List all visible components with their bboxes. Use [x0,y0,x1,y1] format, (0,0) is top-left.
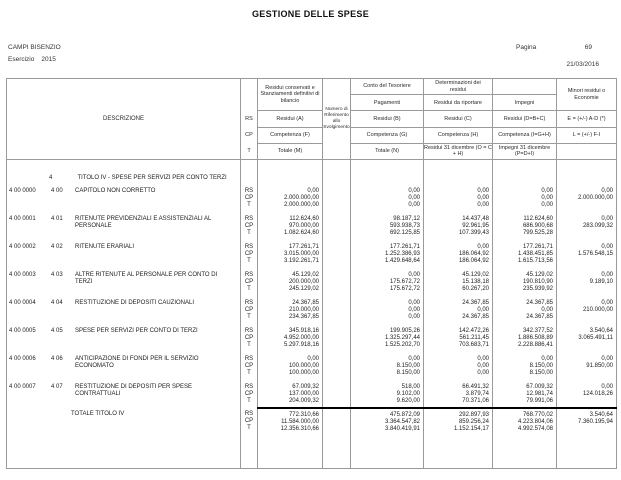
row-rs-cp-t: RS CP T [241,324,258,352]
row-rs-cp-t: RS CP T [241,184,258,212]
row-col-numero [323,296,351,324]
header-totale-n: Totale (N) [351,143,424,159]
row-col-pagamenti: 0,00 175.672,72 175.672,72 [351,268,424,296]
row-col-residui-conservati: 345.918,16 4.952.000,00 5.297.918,16 [258,324,323,352]
empty-cell [241,433,258,469]
total-label-cell [7,408,241,433]
row-col-minori-residui: 0,00 283.099,32 [557,212,617,240]
row-rs-cp-t: RS CP T [241,380,258,408]
row-col-numero [323,212,351,240]
column-header-residui-conservati: Residui conservati e Stanziamenti definitivi di bilancio [258,79,323,111]
header-residui-c: Residui (C) [424,111,493,127]
empty-cell [493,160,557,185]
total-col-e: 3.540,64 7.360.195,94 [557,408,617,433]
row-col-impegni: 0,00 8.150,00 8.150,00 [493,352,557,380]
header-residui-b: Residui (B) [351,111,424,127]
row-rs-cp-t: RS CP T [241,240,258,268]
header-impegni-31-dicembre: Impegni 31 dicembre (P=D+I) [493,143,557,159]
row-col-numero [323,324,351,352]
row-rs-cp-t: RS CP T [241,352,258,380]
row-col-numero [323,184,351,212]
header-competenza-f: Competenza (F) [258,127,323,143]
row-col-minori-residui: 3.540,64 3.065.491,11 [557,324,617,352]
row-col-impegni: 112.624,60 686.900,68 799.525,28 [493,212,557,240]
empty-cell [424,160,493,185]
row-description-cell [7,352,241,380]
row-col-minori-residui: 0,00 91.850,00 [557,352,617,380]
row-col-pagamenti: 199.905,26 1.325.297,44 1.525.202,70 [351,324,424,352]
empty-cell [258,160,323,185]
total-col-numero [323,408,351,433]
t-label: T [247,148,251,154]
row-col-impegni: 24.367,85 0,00 24.367,85 [493,296,557,324]
row-description: RITENUTE PREVIDENZIALI E ASSISTENZIALI AL PERSONALE [75,216,212,229]
header-residui-31-dicembre: Residui 31 dicembre (O = C + H) [424,143,493,159]
empty-cell [424,433,493,469]
page-number-value: 69 [584,44,592,51]
row-col-residui-da-riportare: 45.129,02 15.138,18 60.267,20 [424,268,493,296]
row-col-minori-residui: 0,00 2.000.000,00 [557,184,617,212]
row-description: ALTRE RITENUTE AL PERSONALE PER CONTO DI TERZI [75,272,218,285]
row-rs-cp-t: RS CP T [241,296,258,324]
row-col-pagamenti: 518,00 9.102,00 9.620,00 [351,380,424,408]
column-header-descrizione: DESCRIZIONE [7,79,241,160]
fiscal-year-label: Esercizio [8,56,35,63]
row-code-full: 4 00 0000 [9,188,36,194]
row-description: RESTITUZIONE DI DEPOSITI CAUZIONALI [75,300,195,306]
header-formula-e: E = (+/-) A-D (*) [557,111,617,127]
column-header-impegni-blank [493,79,557,95]
row-code-full: 4 00 0007 [9,384,36,390]
empty-cell [258,433,323,469]
row-description: CAPITOLO NON CORRETTO [75,188,156,194]
row-code-short: 4 07 [51,384,63,390]
total-col-b: 475.872,09 3.364.547,82 3.840.419,91 [351,408,424,433]
table-body [7,160,617,469]
row-col-numero [323,352,351,380]
row-col-impegni: 45.129,02 190.810,90 235.939,92 [493,268,557,296]
row-col-minori-residui: 0,00 1.576.548,15 [557,240,617,268]
row-description-cell [7,184,241,212]
column-header-residui-da-riportare: Residui da riportare [424,95,493,111]
header-totale-m: Totale (M) [258,143,323,159]
row-col-residui-da-riportare: 142.472,26 561.211,45 703.683,71 [424,324,493,352]
row-col-numero [323,268,351,296]
header-blank-cell [557,143,617,159]
title-row [7,160,617,185]
row-code-short: 4 06 [51,356,63,362]
header-residui-d: Residui (D=B+C) [493,111,557,127]
column-header-numero-riferimento: Numero di Riferimento allo Svolgimento [323,79,351,160]
row-description: RITENUTE ERARIALI [75,244,135,250]
row-description-cell [7,240,241,268]
row-col-impegni: 67.009,32 12.981,74 79.991,06 [493,380,557,408]
page-title: GESTIONE DELLE SPESE [251,9,370,19]
empty-cell [323,433,351,469]
row-col-impegni: 0,00 0,00 0,00 [493,184,557,212]
report-table [6,78,617,469]
row-col-residui-da-riportare: 0,00 0,00 0,00 [424,184,493,212]
total-row [7,408,617,433]
row-col-minori-residui: 0,00 124.018,26 [557,380,617,408]
rs-label: RS [245,116,253,122]
row-code-full: 4 00 0006 [9,356,36,362]
empty-cell [241,160,258,185]
empty-cell [557,433,617,469]
row-code-short: 4 01 [51,216,63,222]
row-col-minori-residui: 0,00 210.000,00 [557,296,617,324]
total-rs-cp-t: RS CP T [241,408,258,433]
column-header-rs-cp-t [241,79,258,160]
table-row [7,240,617,268]
row-col-pagamenti: 0,00 0,00 0,00 [351,296,424,324]
row-code-short: 4 03 [51,272,63,278]
total-col-d: 768.770,02 4.223.804,06 4.992.574,08 [493,408,557,433]
row-col-residui-da-riportare: 0,00 0,00 0,00 [424,352,493,380]
row-code-short: 4 00 [51,188,63,194]
total-label: TOTALE TITOLO IV [71,411,125,417]
row-col-residui-conservati: 67.009,32 137.000,00 204.009,32 [258,380,323,408]
row-col-pagamenti: 0,00 0,00 0,00 [351,184,424,212]
title-cell [7,160,241,185]
row-description-cell [7,380,241,408]
row-col-residui-conservati: 0,00 2.000.000,00 2.000.000,00 [258,184,323,212]
row-col-residui-conservati: 45.129,02 200.000,00 245.129,02 [258,268,323,296]
filler-row [7,433,617,469]
table-row [7,296,617,324]
row-code-full: 4 00 0002 [9,244,36,250]
row-code-short: 4 02 [51,244,63,250]
header-residui-a: Residui (A) [258,111,323,127]
row-rs-cp-t: RS CP T [241,212,258,240]
header-competenza-g: Competenza (G) [351,127,424,143]
row-description-cell [7,324,241,352]
page-number-label: Pagina [516,44,537,51]
row-col-pagamenti: 177.261,71 1.252.386,93 1.429.648,64 [351,240,424,268]
row-col-pagamenti: 98.187,12 593.938,73 692.125,85 [351,212,424,240]
header-competenza-i: Competenza (I=G+H) [493,127,557,143]
row-code-full: 4 00 0005 [9,328,36,334]
row-description-cell [7,296,241,324]
row-col-numero [323,240,351,268]
row-col-residui-conservati: 177.261,71 3.015.000,00 3.192.261,71 [258,240,323,268]
column-header-pagamenti: Pagamenti [351,95,424,111]
row-col-impegni: 342.377,52 1.886.508,89 2.228.886,41 [493,324,557,352]
row-col-residui-conservati: 24.367,85 210.000,00 234.367,85 [258,296,323,324]
empty-cell [493,433,557,469]
fiscal-year [8,56,56,63]
table-header [7,79,617,160]
column-header-conto-tesoriere: Conto del Tesoriere [351,79,424,95]
row-col-residui-da-riportare: 24.367,85 0,00 24.367,85 [424,296,493,324]
row-description: ANTICIPAZIONE DI FONDI PER IL SERVIZIO ECONOMATO [75,356,199,369]
total-col-c: 292.897,93 859.256,24 1.152.154,17 [424,408,493,433]
column-header-impegni: Impegni [493,95,557,111]
header-formula-l: L = (+/-) F-I [557,127,617,143]
row-col-impegni: 177.261,71 1.438.451,85 1.615.713,56 [493,240,557,268]
row-code-short: 4 04 [51,300,63,306]
page-number [516,44,592,51]
row-col-residui-da-riportare: 14.437,48 92.961,95 107.399,43 [424,212,493,240]
title-code: 4 [49,175,53,181]
row-description-cell [7,268,241,296]
row-description-cell [7,212,241,240]
entity-name: CAMPI BISENZIO [8,44,61,51]
row-rs-cp-t: RS CP T [241,268,258,296]
empty-cell [557,160,617,185]
header-competenza-h: Competenza (H) [424,127,493,143]
title-label: TITOLO IV - SPESE PER SERVIZI PER CONTO TERZI [77,175,227,181]
column-header-determinazioni-residui: Determinazioni dei residui [424,79,493,95]
table-row [7,268,617,296]
table-row [7,380,617,408]
row-col-minori-residui: 0,00 9.189,10 [557,268,617,296]
row-col-residui-conservati: 0,00 100.000,00 100.000,00 [258,352,323,380]
column-header-minori-residui: Minori residui o Economie [557,79,617,111]
total-col-a: 772.310,66 11.584.000,00 12.356.310,66 [258,408,323,433]
empty-cell [351,160,424,185]
row-col-residui-conservati: 112.624,60 970.000,00 1.082.624,60 [258,212,323,240]
row-description: RESTITUZIONE DI DEPOSITI PER SPESE CONTRATTUALI [75,384,193,397]
table-row [7,184,617,212]
row-description: SPESE PER SERVIZI PER CONTO DI TERZI [75,328,198,334]
row-code-full: 4 00 0001 [9,216,36,222]
row-col-numero [323,380,351,408]
row-code-short: 4 05 [51,328,63,334]
table-row [7,352,617,380]
row-col-residui-da-riportare: 0,00 186.064,92 186.064,92 [424,240,493,268]
row-col-residui-da-riportare: 66.491,32 3.879,74 70.371,06 [424,380,493,408]
empty-cell [323,160,351,185]
report-date: 21/03/2016 [566,61,599,68]
table-row [7,212,617,240]
table-row [7,324,617,352]
row-col-pagamenti: 0,00 8.150,00 8.150,00 [351,352,424,380]
cp-label: CP [245,132,253,138]
empty-cell [7,433,241,469]
empty-cell [351,433,424,469]
row-code-full: 4 00 0003 [9,272,36,278]
fiscal-year-value: 2015 [41,56,56,63]
row-code-full: 4 00 0004 [9,300,36,306]
